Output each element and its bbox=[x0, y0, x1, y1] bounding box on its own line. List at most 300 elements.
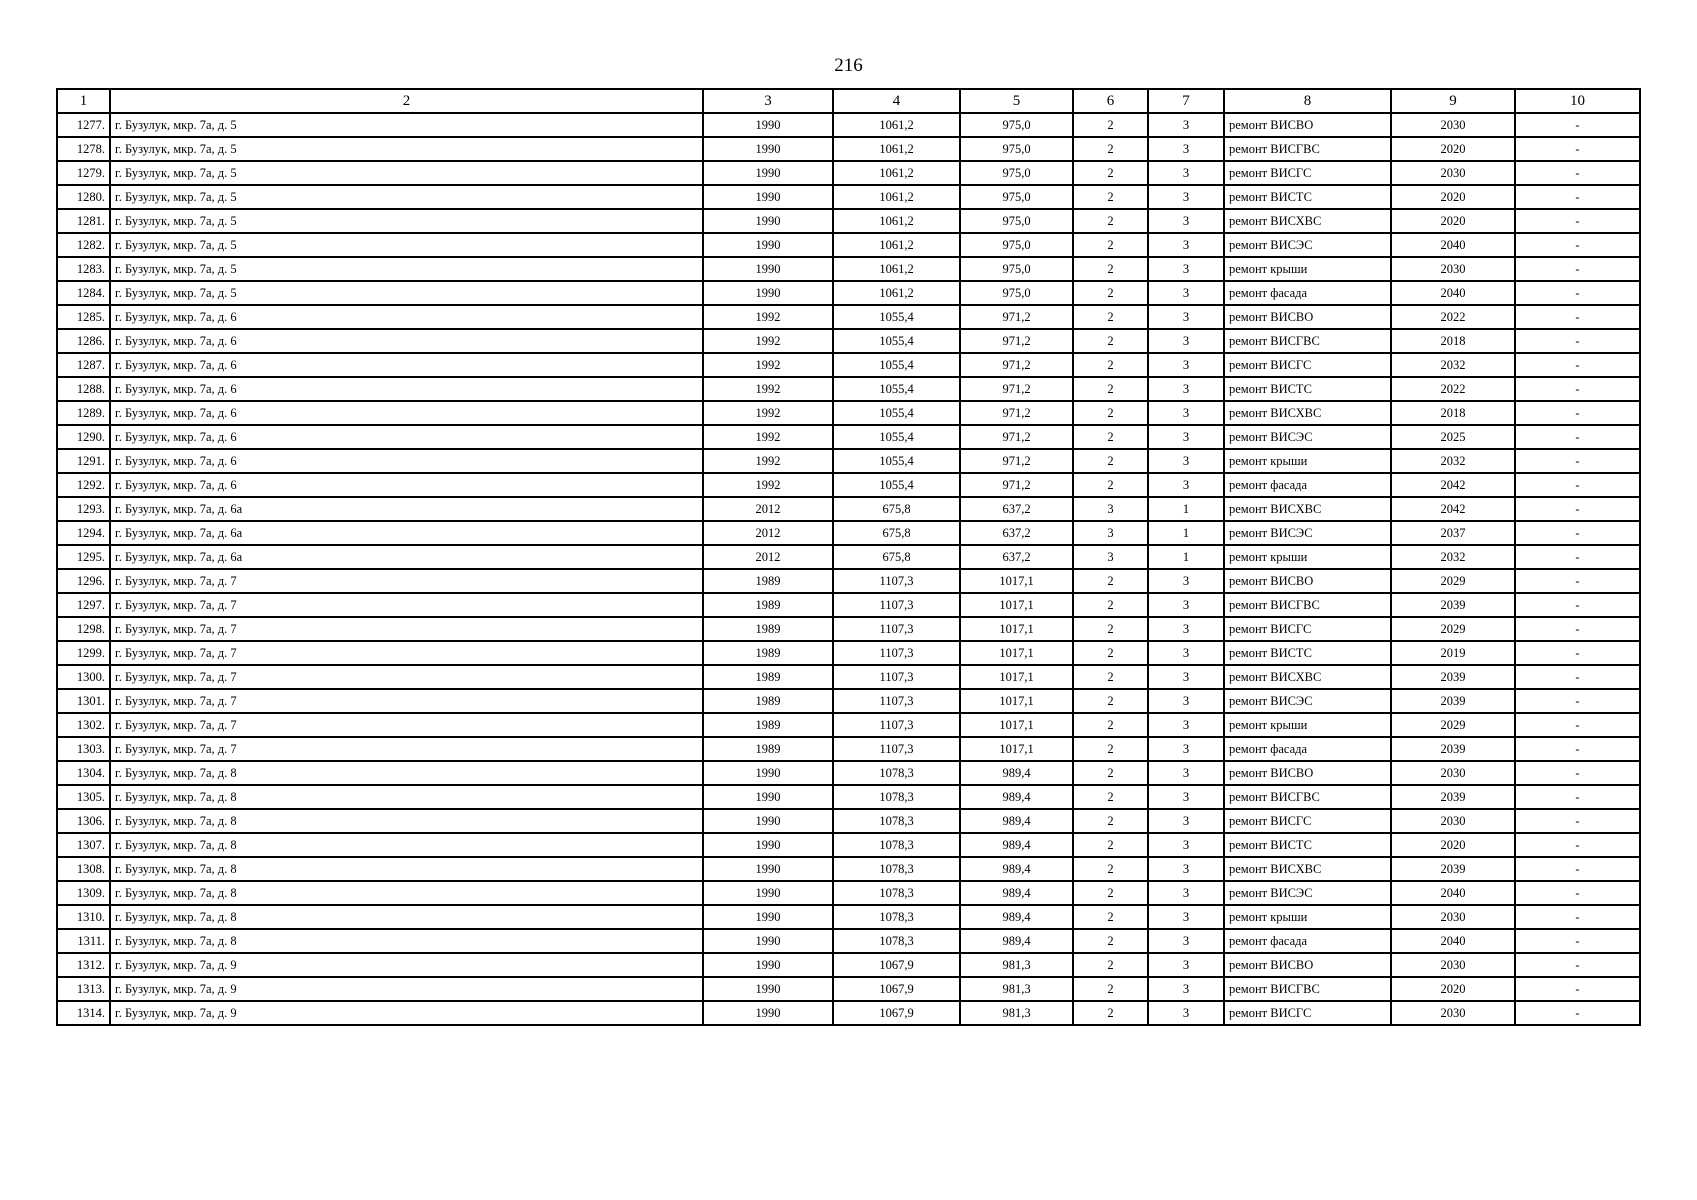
table-row bbox=[57, 905, 1640, 929]
cell-entrances: 3 bbox=[1148, 881, 1224, 905]
cell-total-area: 1061,2 bbox=[833, 185, 960, 209]
cell-note: - bbox=[1515, 521, 1640, 545]
cell-work-type: ремонт ВИСГС bbox=[1224, 353, 1391, 377]
table-row bbox=[57, 497, 1640, 521]
cell-living-area: 989,4 bbox=[960, 761, 1073, 785]
cell-note: - bbox=[1515, 449, 1640, 473]
cell-note: - bbox=[1515, 497, 1640, 521]
cell-year-built: 1989 bbox=[703, 713, 833, 737]
cell-address: г. Бузулук, мкр. 7а, д. 5 bbox=[110, 281, 703, 305]
cell-entrances: 1 bbox=[1148, 545, 1224, 569]
cell-total-area: 1078,3 bbox=[833, 857, 960, 881]
cell-address: г. Бузулук, мкр. 7а, д. 6 bbox=[110, 401, 703, 425]
cell-floors: 2 bbox=[1073, 713, 1148, 737]
cell-total-area: 675,8 bbox=[833, 497, 960, 521]
cell-entrances: 3 bbox=[1148, 233, 1224, 257]
cell-floors: 2 bbox=[1073, 233, 1148, 257]
cell-entrances: 1 bbox=[1148, 497, 1224, 521]
cell-address: г. Бузулук, мкр. 7а, д. 6 bbox=[110, 473, 703, 497]
cell-total-area: 1107,3 bbox=[833, 617, 960, 641]
cell-entrances: 3 bbox=[1148, 689, 1224, 713]
table-row bbox=[57, 353, 1640, 377]
cell-row-number: 1303. bbox=[57, 737, 110, 761]
cell-row-number: 1308. bbox=[57, 857, 110, 881]
cell-living-area: 1017,1 bbox=[960, 737, 1073, 761]
cell-entrances: 3 bbox=[1148, 593, 1224, 617]
cell-planned-year: 2020 bbox=[1391, 977, 1515, 1001]
column-header-8: 8 bbox=[1224, 89, 1391, 113]
page-number: 216 bbox=[834, 55, 863, 76]
cell-total-area: 675,8 bbox=[833, 545, 960, 569]
cell-total-area: 1055,4 bbox=[833, 305, 960, 329]
cell-total-area: 1067,9 bbox=[833, 1001, 960, 1025]
cell-living-area: 1017,1 bbox=[960, 569, 1073, 593]
cell-note: - bbox=[1515, 905, 1640, 929]
table-row bbox=[57, 257, 1640, 281]
cell-work-type: ремонт крыши bbox=[1224, 257, 1391, 281]
cell-entrances: 3 bbox=[1148, 737, 1224, 761]
cell-year-built: 1990 bbox=[703, 857, 833, 881]
cell-living-area: 637,2 bbox=[960, 497, 1073, 521]
cell-total-area: 1055,4 bbox=[833, 425, 960, 449]
cell-year-built: 1989 bbox=[703, 665, 833, 689]
cell-row-number: 1284. bbox=[57, 281, 110, 305]
cell-note: - bbox=[1515, 761, 1640, 785]
cell-address: г. Бузулук, мкр. 7а, д. 6 bbox=[110, 377, 703, 401]
cell-work-type: ремонт ВИСВО bbox=[1224, 761, 1391, 785]
table-row bbox=[57, 641, 1640, 665]
cell-total-area: 1078,3 bbox=[833, 833, 960, 857]
table-row bbox=[57, 401, 1640, 425]
column-header-6: 6 bbox=[1073, 89, 1148, 113]
cell-work-type: ремонт фасада bbox=[1224, 737, 1391, 761]
table-row bbox=[57, 185, 1640, 209]
cell-planned-year: 2042 bbox=[1391, 497, 1515, 521]
cell-floors: 2 bbox=[1073, 137, 1148, 161]
cell-total-area: 1067,9 bbox=[833, 977, 960, 1001]
cell-total-area: 1055,4 bbox=[833, 449, 960, 473]
cell-year-built: 1990 bbox=[703, 977, 833, 1001]
table-row bbox=[57, 137, 1640, 161]
cell-year-built: 1990 bbox=[703, 233, 833, 257]
cell-planned-year: 2030 bbox=[1391, 113, 1515, 137]
cell-work-type: ремонт фасада bbox=[1224, 473, 1391, 497]
cell-living-area: 989,4 bbox=[960, 905, 1073, 929]
cell-work-type: ремонт ВИСВО bbox=[1224, 113, 1391, 137]
cell-note: - bbox=[1515, 281, 1640, 305]
cell-work-type: ремонт ВИСХВС bbox=[1224, 401, 1391, 425]
cell-year-built: 1990 bbox=[703, 785, 833, 809]
cell-entrances: 3 bbox=[1148, 113, 1224, 137]
cell-planned-year: 2020 bbox=[1391, 137, 1515, 161]
table-row bbox=[57, 281, 1640, 305]
cell-address: г. Бузулук, мкр. 7а, д. 6 bbox=[110, 425, 703, 449]
cell-year-built: 1989 bbox=[703, 641, 833, 665]
cell-year-built: 1990 bbox=[703, 161, 833, 185]
cell-address: г. Бузулук, мкр. 7а, д. 8 bbox=[110, 785, 703, 809]
cell-work-type: ремонт ВИСХВС bbox=[1224, 209, 1391, 233]
cell-floors: 2 bbox=[1073, 881, 1148, 905]
cell-living-area: 637,2 bbox=[960, 545, 1073, 569]
cell-entrances: 3 bbox=[1148, 185, 1224, 209]
cell-entrances: 3 bbox=[1148, 785, 1224, 809]
cell-address: г. Бузулук, мкр. 7а, д. 7 bbox=[110, 665, 703, 689]
cell-note: - bbox=[1515, 113, 1640, 137]
cell-work-type: ремонт ВИСГС bbox=[1224, 161, 1391, 185]
cell-entrances: 3 bbox=[1148, 209, 1224, 233]
cell-row-number: 1310. bbox=[57, 905, 110, 929]
cell-planned-year: 2039 bbox=[1391, 689, 1515, 713]
table-row bbox=[57, 233, 1640, 257]
cell-living-area: 1017,1 bbox=[960, 665, 1073, 689]
cell-living-area: 975,0 bbox=[960, 185, 1073, 209]
cell-year-built: 1992 bbox=[703, 305, 833, 329]
cell-note: - bbox=[1515, 1001, 1640, 1025]
cell-year-built: 1990 bbox=[703, 905, 833, 929]
cell-work-type: ремонт ВИСГВС bbox=[1224, 137, 1391, 161]
cell-address: г. Бузулук, мкр. 7а, д. 6 bbox=[110, 329, 703, 353]
cell-living-area: 975,0 bbox=[960, 209, 1073, 233]
table-row bbox=[57, 305, 1640, 329]
cell-year-built: 1990 bbox=[703, 833, 833, 857]
table-row bbox=[57, 881, 1640, 905]
cell-address: г. Бузулук, мкр. 7а, д. 6а bbox=[110, 545, 703, 569]
cell-living-area: 637,2 bbox=[960, 521, 1073, 545]
cell-work-type: ремонт ВИСЭС bbox=[1224, 881, 1391, 905]
cell-work-type: ремонт ВИСТС bbox=[1224, 377, 1391, 401]
cell-row-number: 1286. bbox=[57, 329, 110, 353]
cell-living-area: 981,3 bbox=[960, 1001, 1073, 1025]
cell-row-number: 1285. bbox=[57, 305, 110, 329]
cell-living-area: 971,2 bbox=[960, 353, 1073, 377]
cell-note: - bbox=[1515, 137, 1640, 161]
table-row bbox=[57, 521, 1640, 545]
cell-living-area: 989,4 bbox=[960, 857, 1073, 881]
cell-floors: 3 bbox=[1073, 521, 1148, 545]
cell-floors: 2 bbox=[1073, 185, 1148, 209]
cell-floors: 2 bbox=[1073, 353, 1148, 377]
cell-entrances: 1 bbox=[1148, 521, 1224, 545]
cell-address: г. Бузулук, мкр. 7а, д. 7 bbox=[110, 737, 703, 761]
table-row bbox=[57, 713, 1640, 737]
cell-year-built: 1989 bbox=[703, 617, 833, 641]
cell-planned-year: 2039 bbox=[1391, 737, 1515, 761]
cell-entrances: 3 bbox=[1148, 161, 1224, 185]
cell-planned-year: 2030 bbox=[1391, 905, 1515, 929]
cell-floors: 2 bbox=[1073, 377, 1148, 401]
cell-living-area: 971,2 bbox=[960, 401, 1073, 425]
cell-planned-year: 2020 bbox=[1391, 185, 1515, 209]
cell-floors: 2 bbox=[1073, 737, 1148, 761]
cell-work-type: ремонт ВИСГС bbox=[1224, 809, 1391, 833]
cell-row-number: 1292. bbox=[57, 473, 110, 497]
cell-planned-year: 2029 bbox=[1391, 569, 1515, 593]
cell-address: г. Бузулук, мкр. 7а, д. 5 bbox=[110, 113, 703, 137]
cell-row-number: 1282. bbox=[57, 233, 110, 257]
cell-floors: 2 bbox=[1073, 665, 1148, 689]
table-row bbox=[57, 785, 1640, 809]
cell-note: - bbox=[1515, 785, 1640, 809]
cell-total-area: 1107,3 bbox=[833, 593, 960, 617]
cell-living-area: 971,2 bbox=[960, 425, 1073, 449]
cell-living-area: 1017,1 bbox=[960, 689, 1073, 713]
cell-living-area: 975,0 bbox=[960, 233, 1073, 257]
cell-total-area: 1078,3 bbox=[833, 929, 960, 953]
cell-year-built: 1992 bbox=[703, 473, 833, 497]
cell-entrances: 3 bbox=[1148, 281, 1224, 305]
cell-work-type: ремонт ВИСВО bbox=[1224, 305, 1391, 329]
cell-address: г. Бузулук, мкр. 7а, д. 8 bbox=[110, 761, 703, 785]
cell-planned-year: 2039 bbox=[1391, 593, 1515, 617]
cell-planned-year: 2040 bbox=[1391, 233, 1515, 257]
cell-address: г. Бузулук, мкр. 7а, д. 7 bbox=[110, 593, 703, 617]
cell-living-area: 971,2 bbox=[960, 377, 1073, 401]
cell-planned-year: 2018 bbox=[1391, 401, 1515, 425]
cell-entrances: 3 bbox=[1148, 425, 1224, 449]
table-row bbox=[57, 425, 1640, 449]
cell-row-number: 1295. bbox=[57, 545, 110, 569]
cell-total-area: 1055,4 bbox=[833, 329, 960, 353]
cell-address: г. Бузулук, мкр. 7а, д. 8 bbox=[110, 905, 703, 929]
cell-address: г. Бузулук, мкр. 7а, д. 8 bbox=[110, 833, 703, 857]
column-header-5: 5 bbox=[960, 89, 1073, 113]
table-row bbox=[57, 593, 1640, 617]
cell-work-type: ремонт крыши bbox=[1224, 713, 1391, 737]
cell-planned-year: 2029 bbox=[1391, 713, 1515, 737]
cell-work-type: ремонт ВИСТС bbox=[1224, 833, 1391, 857]
cell-total-area: 1078,3 bbox=[833, 785, 960, 809]
cell-total-area: 1107,3 bbox=[833, 641, 960, 665]
cell-year-built: 1990 bbox=[703, 209, 833, 233]
cell-total-area: 1061,2 bbox=[833, 137, 960, 161]
cell-note: - bbox=[1515, 833, 1640, 857]
cell-floors: 2 bbox=[1073, 833, 1148, 857]
cell-living-area: 975,0 bbox=[960, 257, 1073, 281]
cell-living-area: 1017,1 bbox=[960, 641, 1073, 665]
table-row bbox=[57, 953, 1640, 977]
cell-floors: 2 bbox=[1073, 929, 1148, 953]
cell-work-type: ремонт крыши bbox=[1224, 449, 1391, 473]
cell-work-type: ремонт ВИСЭС bbox=[1224, 689, 1391, 713]
cell-address: г. Бузулук, мкр. 7а, д. 6а bbox=[110, 521, 703, 545]
cell-planned-year: 2039 bbox=[1391, 785, 1515, 809]
cell-row-number: 1313. bbox=[57, 977, 110, 1001]
cell-total-area: 1055,4 bbox=[833, 473, 960, 497]
cell-work-type: ремонт ВИСГВС bbox=[1224, 329, 1391, 353]
cell-year-built: 1989 bbox=[703, 737, 833, 761]
cell-floors: 2 bbox=[1073, 617, 1148, 641]
cell-planned-year: 2040 bbox=[1391, 281, 1515, 305]
cell-work-type: ремонт ВИСТС bbox=[1224, 641, 1391, 665]
cell-floors: 2 bbox=[1073, 281, 1148, 305]
cell-year-built: 2012 bbox=[703, 497, 833, 521]
cell-floors: 2 bbox=[1073, 161, 1148, 185]
cell-year-built: 1989 bbox=[703, 569, 833, 593]
table-row bbox=[57, 737, 1640, 761]
cell-floors: 2 bbox=[1073, 305, 1148, 329]
table-row bbox=[57, 833, 1640, 857]
table-row bbox=[57, 569, 1640, 593]
cell-entrances: 3 bbox=[1148, 401, 1224, 425]
cell-year-built: 1990 bbox=[703, 257, 833, 281]
cell-work-type: ремонт крыши bbox=[1224, 545, 1391, 569]
cell-note: - bbox=[1515, 401, 1640, 425]
cell-living-area: 971,2 bbox=[960, 449, 1073, 473]
cell-address: г. Бузулук, мкр. 7а, д. 6а bbox=[110, 497, 703, 521]
cell-work-type: ремонт ВИСВО bbox=[1224, 569, 1391, 593]
cell-floors: 2 bbox=[1073, 905, 1148, 929]
cell-planned-year: 2018 bbox=[1391, 329, 1515, 353]
cell-year-built: 1989 bbox=[703, 689, 833, 713]
cell-work-type: ремонт ВИСЭС bbox=[1224, 233, 1391, 257]
cell-work-type: ремонт ВИСХВС bbox=[1224, 497, 1391, 521]
cell-year-built: 1990 bbox=[703, 113, 833, 137]
cell-planned-year: 2020 bbox=[1391, 209, 1515, 233]
cell-work-type: ремонт ВИСХВС bbox=[1224, 857, 1391, 881]
cell-row-number: 1306. bbox=[57, 809, 110, 833]
cell-row-number: 1296. bbox=[57, 569, 110, 593]
table-row bbox=[57, 977, 1640, 1001]
cell-entrances: 3 bbox=[1148, 809, 1224, 833]
cell-living-area: 989,4 bbox=[960, 833, 1073, 857]
cell-planned-year: 2030 bbox=[1391, 1001, 1515, 1025]
cell-row-number: 1289. bbox=[57, 401, 110, 425]
cell-note: - bbox=[1515, 473, 1640, 497]
cell-entrances: 3 bbox=[1148, 377, 1224, 401]
cell-work-type: ремонт ВИСГС bbox=[1224, 617, 1391, 641]
cell-planned-year: 2030 bbox=[1391, 953, 1515, 977]
cell-total-area: 1078,3 bbox=[833, 809, 960, 833]
cell-total-area: 1107,3 bbox=[833, 665, 960, 689]
cell-year-built: 1990 bbox=[703, 881, 833, 905]
cell-floors: 2 bbox=[1073, 473, 1148, 497]
cell-year-built: 2012 bbox=[703, 521, 833, 545]
cell-year-built: 1990 bbox=[703, 137, 833, 161]
cell-note: - bbox=[1515, 545, 1640, 569]
cell-floors: 2 bbox=[1073, 977, 1148, 1001]
cell-planned-year: 2040 bbox=[1391, 881, 1515, 905]
cell-living-area: 975,0 bbox=[960, 113, 1073, 137]
cell-total-area: 1107,3 bbox=[833, 737, 960, 761]
table-body bbox=[57, 113, 1640, 1025]
cell-work-type: ремонт ВИСГВС bbox=[1224, 593, 1391, 617]
cell-planned-year: 2030 bbox=[1391, 761, 1515, 785]
cell-planned-year: 2039 bbox=[1391, 857, 1515, 881]
cell-row-number: 1288. bbox=[57, 377, 110, 401]
cell-row-number: 1305. bbox=[57, 785, 110, 809]
cell-row-number: 1294. bbox=[57, 521, 110, 545]
cell-work-type: ремонт крыши bbox=[1224, 905, 1391, 929]
cell-row-number: 1297. bbox=[57, 593, 110, 617]
cell-row-number: 1281. bbox=[57, 209, 110, 233]
cell-planned-year: 2025 bbox=[1391, 425, 1515, 449]
cell-living-area: 971,2 bbox=[960, 329, 1073, 353]
cell-row-number: 1300. bbox=[57, 665, 110, 689]
cell-living-area: 989,4 bbox=[960, 785, 1073, 809]
cell-note: - bbox=[1515, 209, 1640, 233]
cell-year-built: 1992 bbox=[703, 329, 833, 353]
cell-year-built: 1990 bbox=[703, 1001, 833, 1025]
cell-year-built: 2012 bbox=[703, 545, 833, 569]
cell-row-number: 1279. bbox=[57, 161, 110, 185]
cell-floors: 2 bbox=[1073, 761, 1148, 785]
cell-floors: 2 bbox=[1073, 329, 1148, 353]
cell-entrances: 3 bbox=[1148, 641, 1224, 665]
cell-floors: 2 bbox=[1073, 593, 1148, 617]
cell-entrances: 3 bbox=[1148, 905, 1224, 929]
table-row bbox=[57, 113, 1640, 137]
cell-note: - bbox=[1515, 329, 1640, 353]
cell-planned-year: 2030 bbox=[1391, 809, 1515, 833]
cell-entrances: 3 bbox=[1148, 305, 1224, 329]
cell-living-area: 989,4 bbox=[960, 809, 1073, 833]
cell-total-area: 1061,2 bbox=[833, 233, 960, 257]
table-row bbox=[57, 1001, 1640, 1025]
cell-living-area: 1017,1 bbox=[960, 617, 1073, 641]
table-row bbox=[57, 545, 1640, 569]
column-header-4: 4 bbox=[833, 89, 960, 113]
cell-note: - bbox=[1515, 257, 1640, 281]
cell-floors: 3 bbox=[1073, 545, 1148, 569]
column-header-9: 9 bbox=[1391, 89, 1515, 113]
table-row bbox=[57, 929, 1640, 953]
cell-note: - bbox=[1515, 881, 1640, 905]
cell-planned-year: 2022 bbox=[1391, 305, 1515, 329]
cell-row-number: 1293. bbox=[57, 497, 110, 521]
cell-floors: 2 bbox=[1073, 857, 1148, 881]
cell-year-built: 1989 bbox=[703, 593, 833, 617]
cell-entrances: 3 bbox=[1148, 713, 1224, 737]
cell-floors: 2 bbox=[1073, 689, 1148, 713]
cell-address: г. Бузулук, мкр. 7а, д. 7 bbox=[110, 569, 703, 593]
cell-note: - bbox=[1515, 737, 1640, 761]
cell-entrances: 3 bbox=[1148, 929, 1224, 953]
cell-note: - bbox=[1515, 425, 1640, 449]
cell-note: - bbox=[1515, 953, 1640, 977]
cell-entrances: 3 bbox=[1148, 857, 1224, 881]
cell-row-number: 1302. bbox=[57, 713, 110, 737]
cell-row-number: 1307. bbox=[57, 833, 110, 857]
column-header-2: 2 bbox=[110, 89, 703, 113]
cell-row-number: 1277. bbox=[57, 113, 110, 137]
cell-work-type: ремонт ВИСТС bbox=[1224, 185, 1391, 209]
cell-work-type: ремонт фасада bbox=[1224, 929, 1391, 953]
cell-planned-year: 2019 bbox=[1391, 641, 1515, 665]
cell-total-area: 1078,3 bbox=[833, 761, 960, 785]
cell-year-built: 1990 bbox=[703, 953, 833, 977]
cell-address: г. Бузулук, мкр. 7а, д. 6 bbox=[110, 449, 703, 473]
cell-entrances: 3 bbox=[1148, 473, 1224, 497]
cell-planned-year: 2020 bbox=[1391, 833, 1515, 857]
cell-year-built: 1990 bbox=[703, 185, 833, 209]
cell-living-area: 971,2 bbox=[960, 305, 1073, 329]
cell-address: г. Бузулук, мкр. 7а, д. 9 bbox=[110, 953, 703, 977]
cell-floors: 2 bbox=[1073, 641, 1148, 665]
cell-row-number: 1309. bbox=[57, 881, 110, 905]
table-row bbox=[57, 161, 1640, 185]
cell-work-type: ремонт ВИСГС bbox=[1224, 1001, 1391, 1025]
cell-note: - bbox=[1515, 377, 1640, 401]
cell-entrances: 3 bbox=[1148, 449, 1224, 473]
cell-row-number: 1287. bbox=[57, 353, 110, 377]
cell-note: - bbox=[1515, 185, 1640, 209]
cell-note: - bbox=[1515, 665, 1640, 689]
cell-entrances: 3 bbox=[1148, 1001, 1224, 1025]
table-row bbox=[57, 329, 1640, 353]
cell-row-number: 1304. bbox=[57, 761, 110, 785]
cell-entrances: 3 bbox=[1148, 617, 1224, 641]
cell-note: - bbox=[1515, 233, 1640, 257]
